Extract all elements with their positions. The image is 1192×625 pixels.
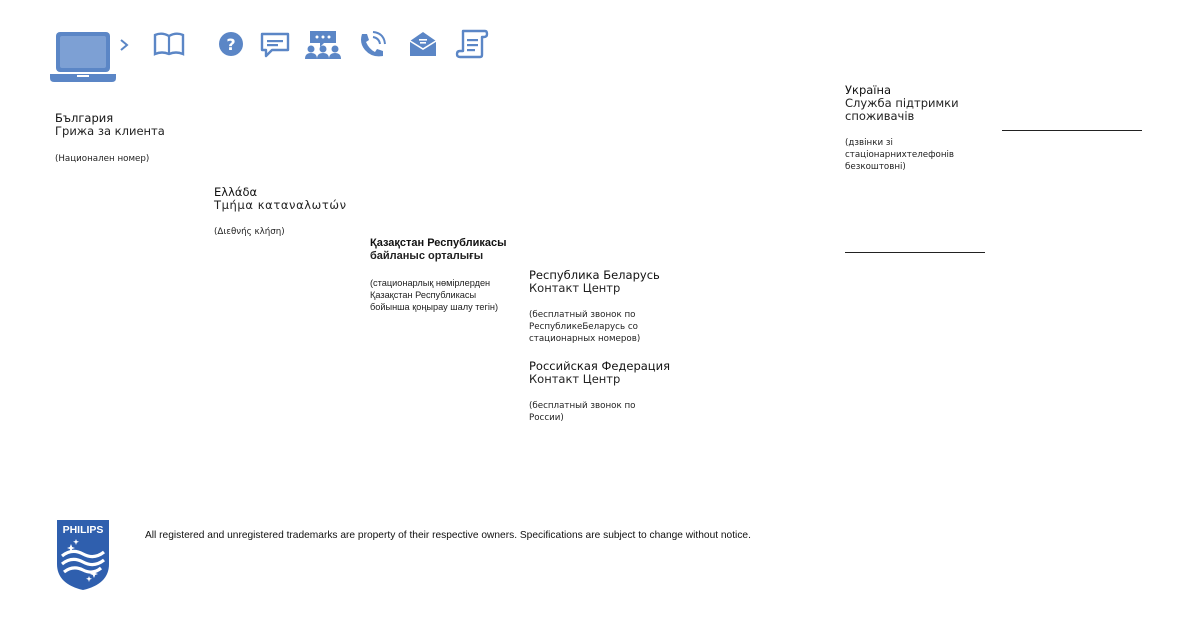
philips-logo xyxy=(54,518,112,596)
country-name: Қазақстан Республикасы xyxy=(370,237,507,249)
call-note-line: бойынша қоңырау шалу тегін) xyxy=(370,302,499,312)
call-note: (Διεθνής κλήση) xyxy=(214,227,285,237)
department-name: Грижа за клиента xyxy=(55,124,165,138)
svg-text:?: ? xyxy=(226,35,236,54)
phone-icon[interactable] xyxy=(356,30,388,60)
call-note-line: России) xyxy=(529,413,564,423)
department-name: Τμήμα καταναλωτών xyxy=(214,198,347,212)
document-icon[interactable] xyxy=(455,29,489,59)
country-name: Україна xyxy=(845,83,892,97)
call-note-line: безкоштовні) xyxy=(845,162,906,172)
book-icon[interactable] xyxy=(153,32,185,56)
department-name: Служба підтримки xyxy=(845,96,959,110)
department-name-line2: споживачів xyxy=(845,109,915,123)
entry-greece xyxy=(214,186,347,238)
call-note-line: стаціонарнихтелефонів xyxy=(845,150,955,160)
call-note: (Национален номер) xyxy=(55,154,150,164)
entry-bulgaria xyxy=(55,112,165,165)
department-name: байланыс орталығы xyxy=(370,250,484,262)
community-icon[interactable] xyxy=(304,29,342,59)
entry-belarus xyxy=(529,269,660,345)
laptop-icon xyxy=(50,30,116,84)
svg-text:PHILIPS: PHILIPS xyxy=(62,524,104,536)
country-name: България xyxy=(55,111,114,125)
chat-icon[interactable] xyxy=(260,32,290,58)
entry-russia xyxy=(529,360,670,424)
call-note-line: стационарных номеров) xyxy=(529,334,641,344)
chevron-right-icon xyxy=(119,38,129,52)
trademark-notice: All registered and unregistered trademarks are property of their respective owners. Specifications are subject to change without notice. xyxy=(145,530,751,541)
country-name: Республика Беларусь xyxy=(529,268,660,282)
divider-line xyxy=(845,252,985,253)
country-name: Ελλάδα xyxy=(214,185,258,199)
email-icon[interactable] xyxy=(408,30,438,58)
help-icon[interactable] xyxy=(218,31,244,57)
call-note-line: РеспубликеБеларусь со xyxy=(529,322,638,332)
entry-kazakhstan xyxy=(370,237,507,313)
call-note-line: (бесплатный звонок по xyxy=(529,310,636,320)
country-name: Российская Федерация xyxy=(529,359,671,373)
call-note-line: (бесплатный звонок по xyxy=(529,401,636,411)
call-note-line: (стационарлық нөмірлерден xyxy=(370,278,491,288)
entry-ukraine xyxy=(845,84,959,173)
department-name: Контакт Центр xyxy=(529,281,621,295)
department-name: Контакт Центр xyxy=(529,372,621,386)
call-note-line: Қазақстан Республикасы xyxy=(370,290,477,300)
call-note-line: (дзвінки зі xyxy=(845,138,893,148)
divider-line xyxy=(1002,130,1142,131)
